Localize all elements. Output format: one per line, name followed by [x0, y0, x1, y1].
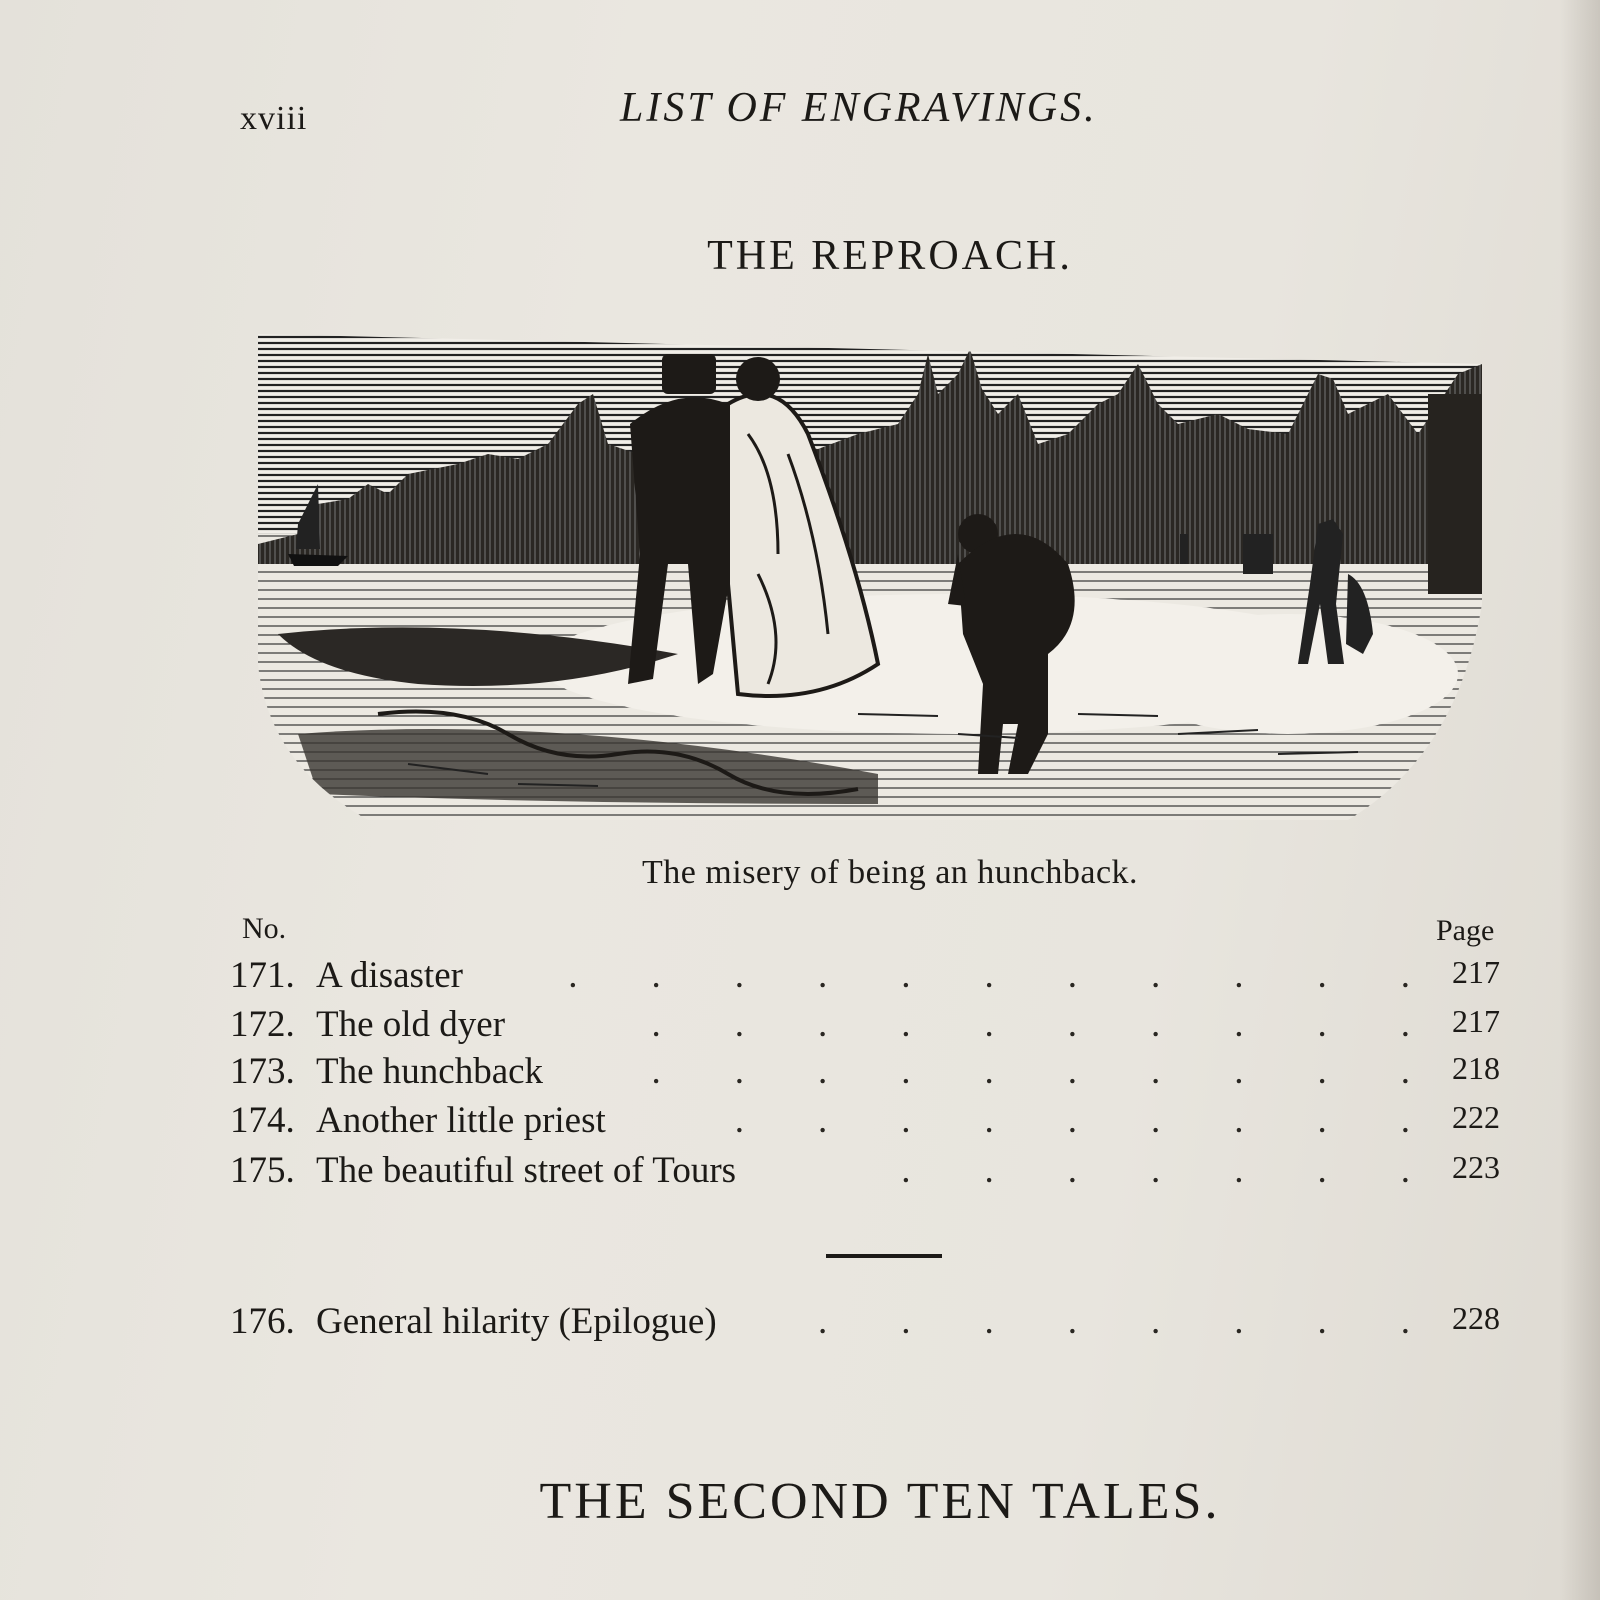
entry-title: The old dyer [316, 1004, 506, 1045]
entry-page: 218 [1452, 1050, 1500, 1086]
entry-number: 174. [230, 1100, 295, 1141]
entry-page: 223 [1452, 1149, 1500, 1185]
entry-number: 175. [230, 1150, 295, 1191]
leader-dots: . . . . . . . . . [734, 1100, 1410, 1141]
entry-title: General hilarity (Epilogue) [316, 1301, 717, 1342]
entry-number: 172. [230, 1004, 295, 1045]
entry-title: The hunchback [316, 1051, 544, 1092]
entry-page: 228 [1452, 1300, 1500, 1336]
list-item [230, 954, 1500, 1004]
column-header-page: Page [1436, 914, 1495, 947]
list-item [230, 1149, 1500, 1199]
running-head: LIST OF ENGRAVINGS. [620, 85, 1098, 131]
illustration-caption: The misery of being an hunchback. [641, 854, 1139, 891]
next-section-title: THE SECOND TEN TALES. [539, 1473, 1221, 1530]
column-header-number: No. [242, 912, 287, 945]
entry-number: 171. [230, 955, 295, 996]
leader-dots: . . . . . . . . . . [651, 1051, 1410, 1092]
entry-page: 222 [1452, 1099, 1500, 1135]
leader-dots: . . . . . . . [901, 1150, 1410, 1191]
entry-title: The beautiful street of Tours [316, 1150, 737, 1191]
list-item [230, 1003, 1500, 1053]
entry-number: 176. [230, 1301, 295, 1342]
entry-page: 217 [1452, 954, 1500, 990]
page-number: xviii [240, 100, 308, 137]
entry-title: Another little priest [316, 1100, 606, 1141]
section-title: THE REPROACH. [707, 233, 1073, 279]
list-item [230, 1050, 1500, 1100]
entry-title: A disaster [316, 955, 463, 996]
list-item [230, 1099, 1500, 1149]
leader-dots: . . . . . . . . . . [651, 1004, 1410, 1045]
leader-dots: . . . . . . . . [818, 1301, 1410, 1342]
leader-dots: . . . . . . . . . . . [568, 955, 1410, 996]
entry-page: 217 [1452, 1003, 1500, 1039]
section-divider [826, 1254, 942, 1258]
list-item [230, 1300, 1500, 1350]
entry-number: 173. [230, 1051, 295, 1092]
engraving-illustration [258, 334, 1482, 820]
